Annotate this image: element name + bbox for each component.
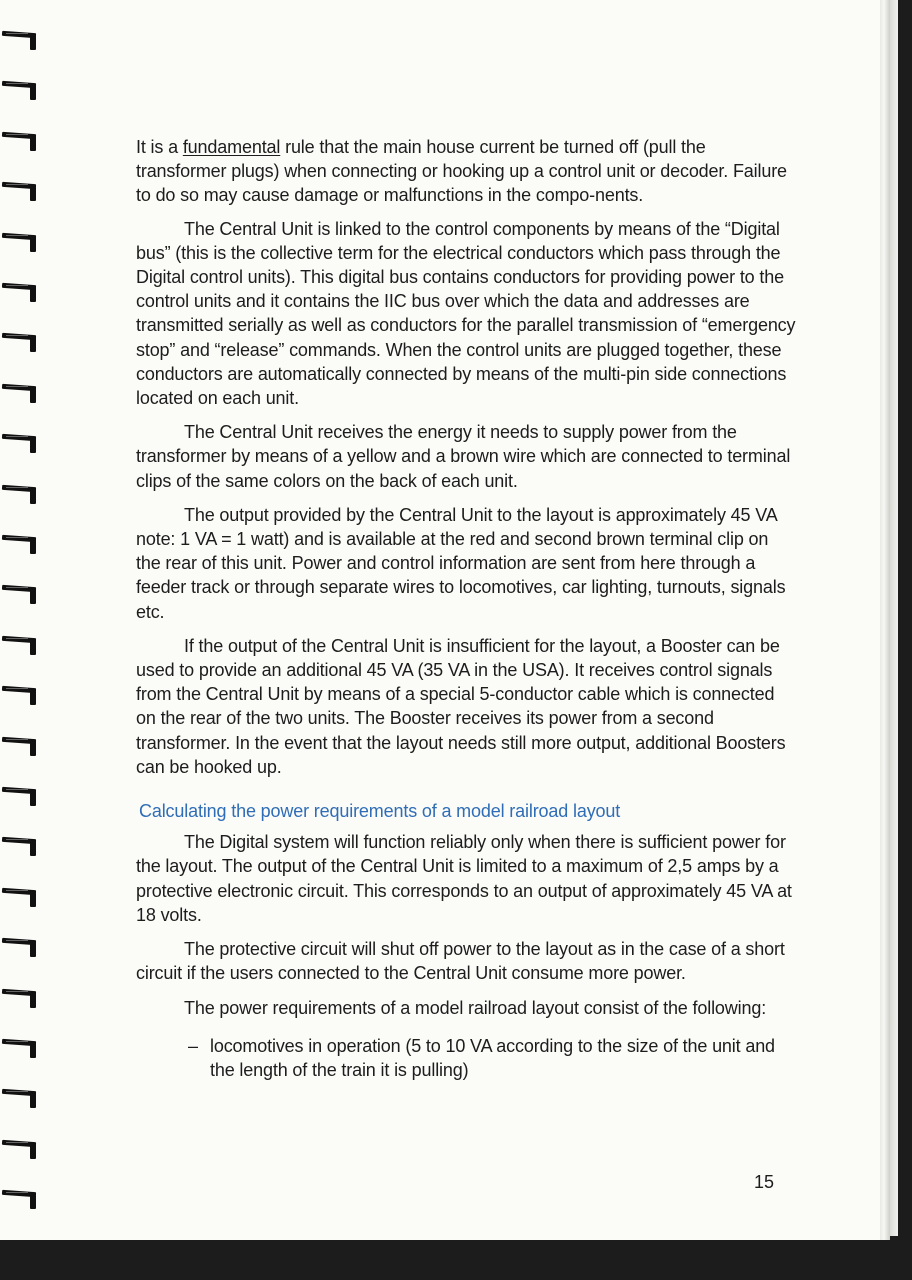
- paragraph-output: The output provided by the Central Unit to the layout is approximately 45 VA note: 1 VA = 1 watt) and is available at the red and second brown terminal clip on the rear of this unit. Power and control information are sent from here through a feeder track or through separate wires to locomotives, car lighting, turnouts, signals etc.: [136, 504, 786, 622]
- underlined-word: fundamental: [182, 137, 281, 157]
- binding-ring: [2, 1036, 38, 1058]
- binding-ring: [2, 1187, 38, 1209]
- page-content: [136, 135, 796, 1082]
- paragraph-digital-bus: The Central Unit is linked to the control components by means of the “Digital bus” (this is the collective term for the electrical conductors which pass through the Digital control units). This digital bus contains conductors for providing power to the control units and it contains the IIC bus over which the data and addresses are transmitted serially as well as conductors for the parallel transmission of “emergency stop” and “release” commands. When the control units are plugged together, these conductors are automatically connected by means of the multi-pin side connections located on each unit.: [136, 218, 796, 409]
- binding-ring: [2, 230, 38, 252]
- binding-ring: [2, 633, 38, 655]
- page-number: 15: [754, 1172, 775, 1192]
- binding-ring: [2, 381, 38, 403]
- requirements-list: [136, 1034, 796, 1082]
- binding-ring: [2, 834, 38, 856]
- list-dash: –: [188, 1035, 198, 1056]
- paragraph-requirements-intro: The power requirements of a model railroad layout consist of the following:: [184, 997, 767, 1018]
- list-item: [188, 1034, 796, 1082]
- page-stack-edge: [880, 0, 890, 1240]
- binding-ring: [2, 582, 38, 604]
- paragraph-energy-supply: The Central Unit receives the energy it needs to supply power from the transformer by means of a yellow and a brown wire which are connected to terminal clips of the same colors on the back of each unit.: [136, 422, 791, 491]
- paragraph-protective-circuit: The protective circuit will shut off power to the layout as in the case of a short circuit if the users connected to the Central Unit consume more power.: [136, 939, 785, 984]
- binding-ring: [2, 129, 38, 151]
- binding-ring: [2, 1137, 38, 1159]
- binding-ring: [2, 784, 38, 806]
- binding-ring: [2, 280, 38, 302]
- binding-ring: [2, 683, 38, 705]
- list-item-text: locomotives in operation (5 to 10 VA according to the size of the unit and the length of the train it is pulling): [210, 1035, 775, 1080]
- binding-ring: [2, 734, 38, 756]
- binding-ring: [2, 482, 38, 504]
- paragraph-booster: If the output of the Central Unit is insufficient for the layout, a Booster can be used to provide an additional 45 VA (35 VA in the USA). It receives control signals from the Central Unit by means of a special 5-conductor cable which is connected on the rear of the two units. The Booster receives its power from a second transformer. In the event that the layout needs still more output, additional Boosters can be hooked up.: [136, 635, 786, 777]
- binding-ring: [2, 78, 38, 100]
- binding-ring: [2, 532, 38, 554]
- binding-ring: [2, 885, 38, 907]
- binding-ring: [2, 179, 38, 201]
- binding-ring: [2, 1086, 38, 1108]
- paragraph-intro: [136, 135, 796, 208]
- paragraph-reliability: The Digital system will function reliably only when there is sufficient power for the layout. The output of the Central Unit is limited to a maximum of 2,5 amps by a protective electronic circuit. This corresponds to an output of approximately 45 VA at 18 volts.: [136, 832, 792, 925]
- intro-text-before: It is a: [136, 137, 183, 157]
- binding-ring: [2, 431, 38, 453]
- binding-ring: [2, 935, 38, 957]
- binding-ring: [2, 28, 38, 50]
- page-stack-edge-back: [890, 0, 898, 1236]
- binding-ring: [2, 330, 38, 352]
- intro-text-after: rule that the main house current be turned off (pull the transformer plugs) when connecting or hooking up a control unit or decoder. Failure to do so may cause damage or malfunctions in the compo-nents.: [136, 137, 787, 206]
- binding-ring: [2, 986, 38, 1008]
- section-heading: Calculating the power requirements of a model railroad layout: [139, 801, 621, 822]
- spiral-binding: [0, 0, 44, 1240]
